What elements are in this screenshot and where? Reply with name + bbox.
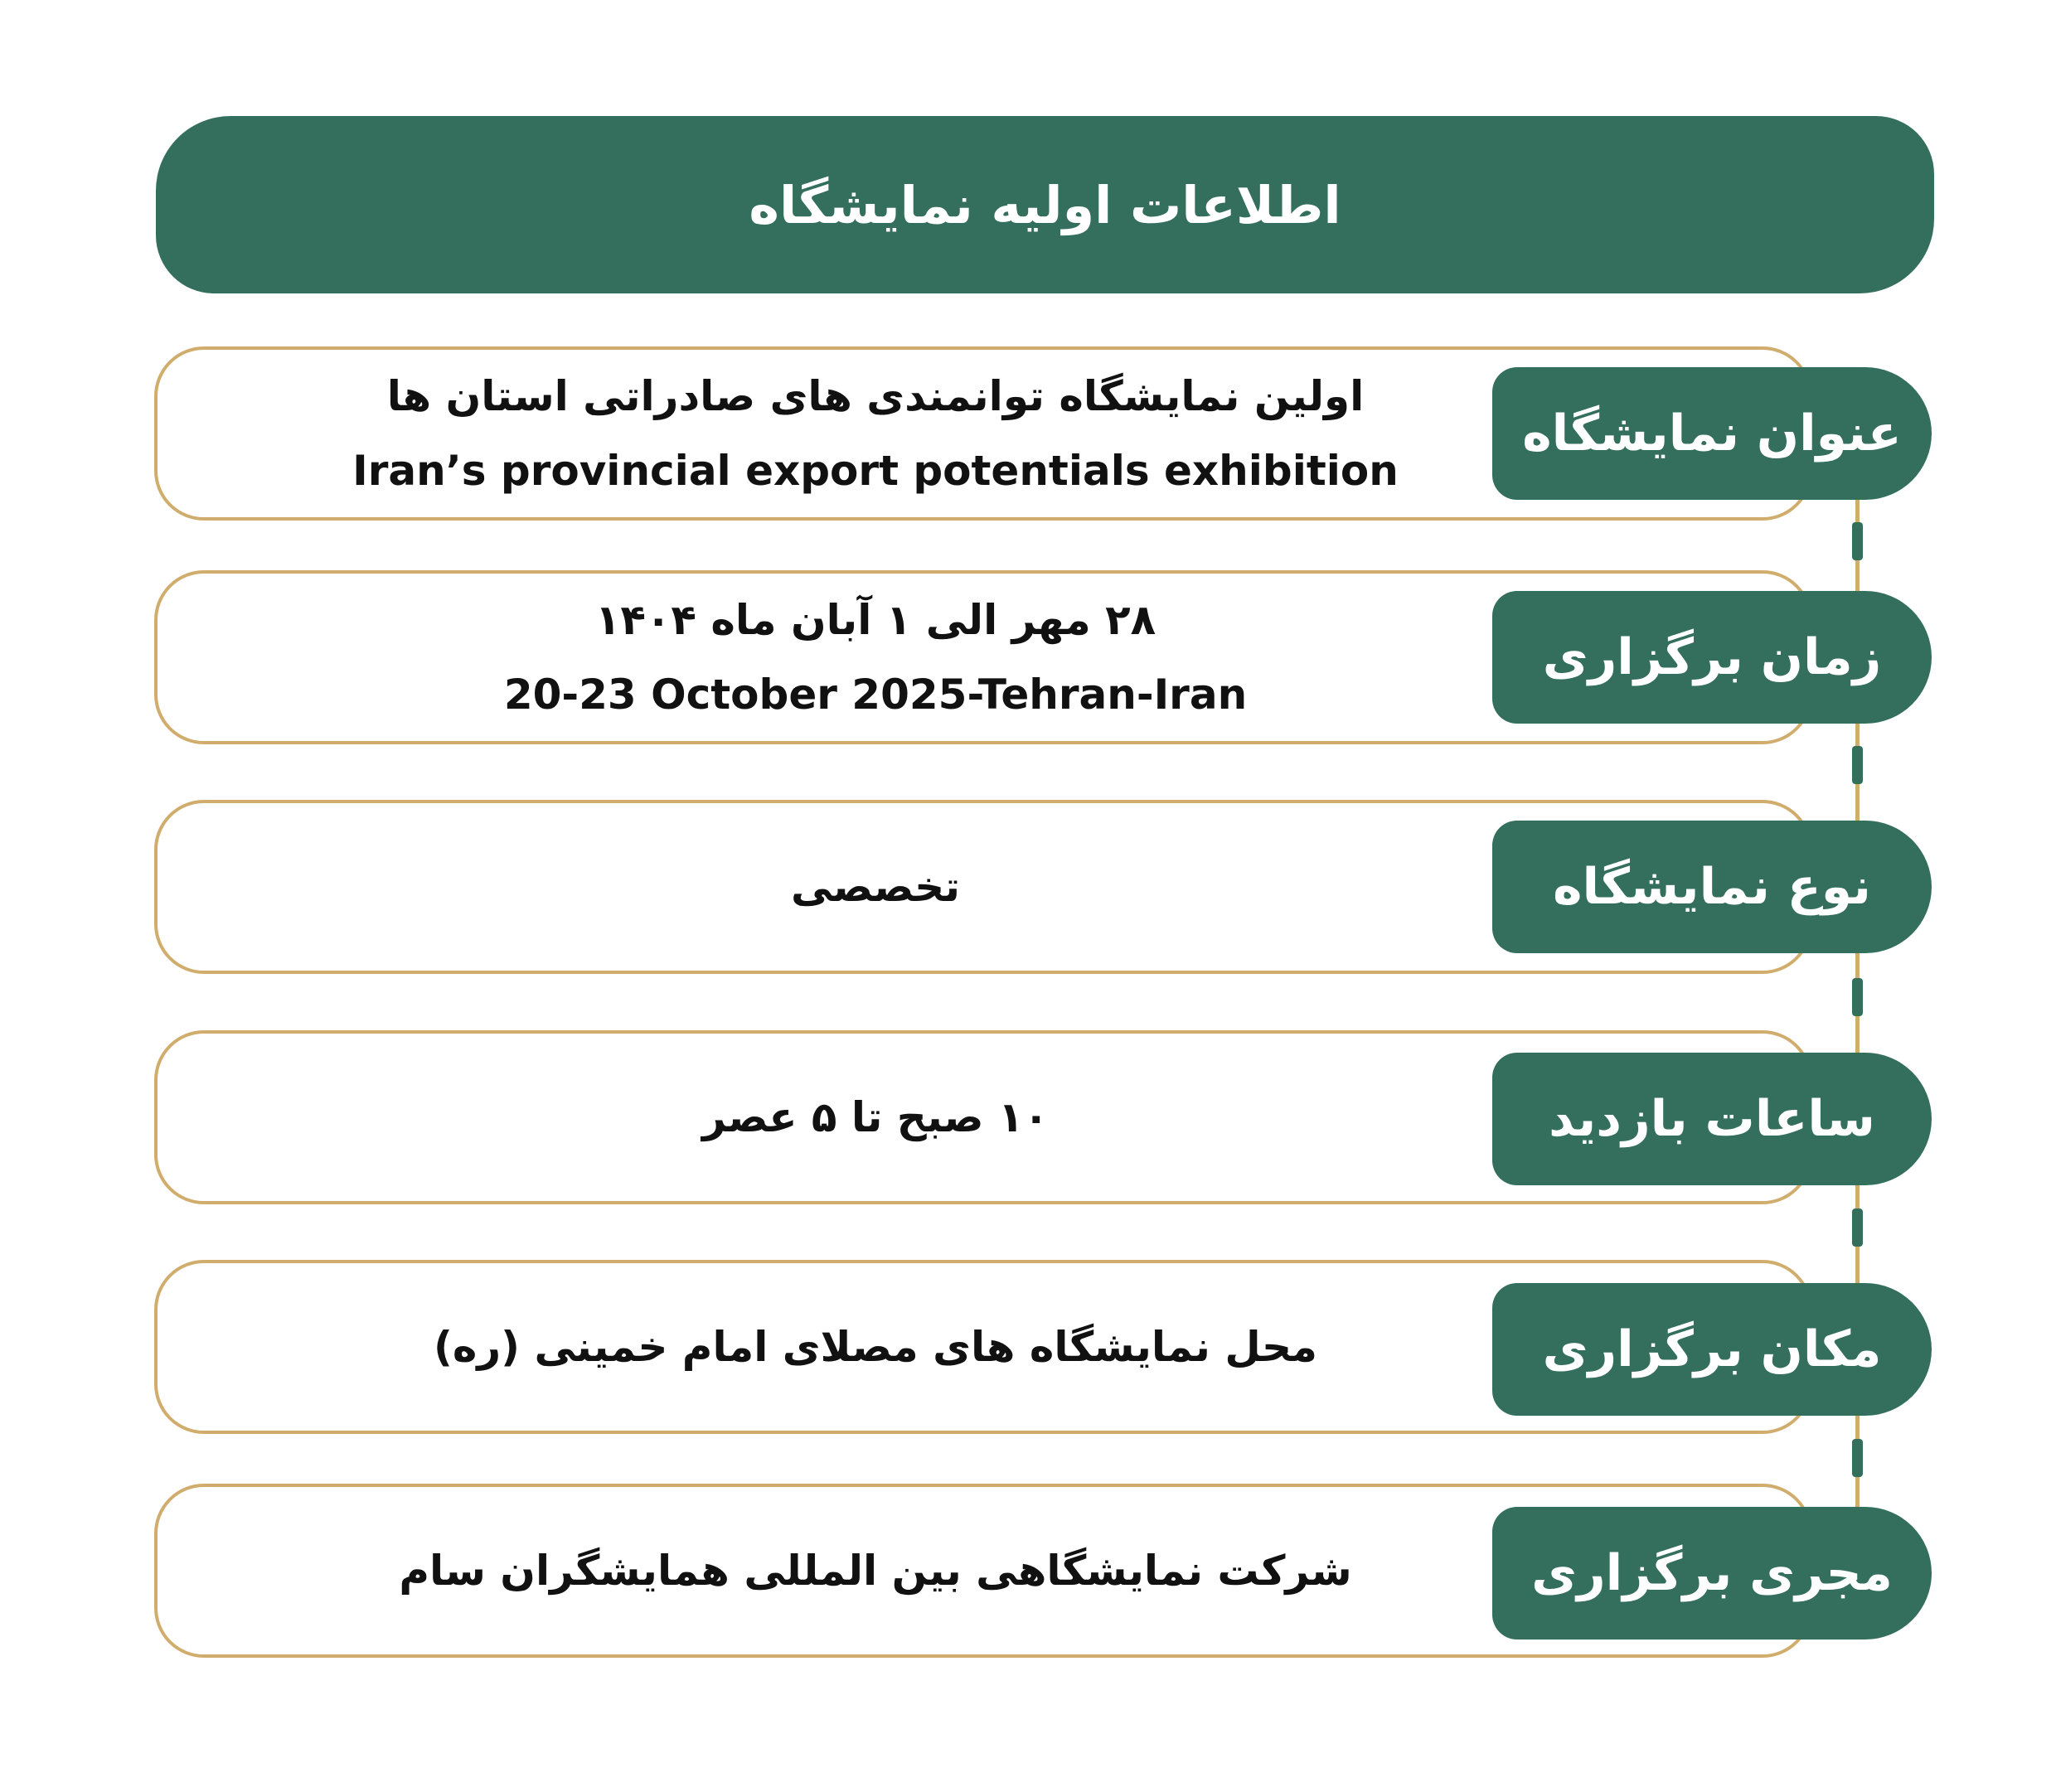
row-label: زمان برگزاری [1542,628,1882,686]
page-title-banner [156,116,1934,293]
row-label: مکان برگزاری [1542,1320,1882,1378]
info-row-organizer-label [1492,1507,1932,1639]
info-row-date-label [1492,591,1932,724]
info-row-title-label [1492,367,1932,500]
row-value: محل نمایشگاه های مصلای امام خمینی (ره) [434,1323,1317,1371]
info-row-hours-label [1492,1053,1932,1185]
row-value: تخصصی [791,863,960,911]
timeline-dash [1852,1208,1863,1247]
info-row-type-label [1492,821,1932,953]
row-label: مجری برگزاری [1531,1544,1893,1602]
timeline-dash [1852,522,1863,560]
row-value-en: 20-23 October 2025-Tehran-Iran [503,671,1248,719]
row-label: عنوان نمایشگاه [1522,404,1902,463]
info-row-venue-label [1492,1283,1932,1416]
row-value: ۱۰ صبح تا ۵ عصر [701,1093,1050,1141]
row-value-en: Iran’s provincial export potentials exhibition [352,447,1399,495]
timeline-dash [1852,978,1863,1016]
row-value: اولین نمایشگاه توانمندی های صادراتی استان ها [386,372,1365,420]
row-label: ساعات بازدید [1549,1090,1875,1148]
page-title: اطلاعات اولیه نمایشگاه [749,174,1341,235]
timeline-dash [1852,746,1863,784]
row-value: ۲۸ مهر الی ۱ آبان ماه ۱۴۰۴ [594,596,1156,644]
row-value: شرکت نمایشگاهی بین المللی همایشگران سام [399,1547,1352,1595]
timeline-dash [1852,1439,1863,1477]
row-label: نوع نمایشگاه [1553,858,1871,916]
